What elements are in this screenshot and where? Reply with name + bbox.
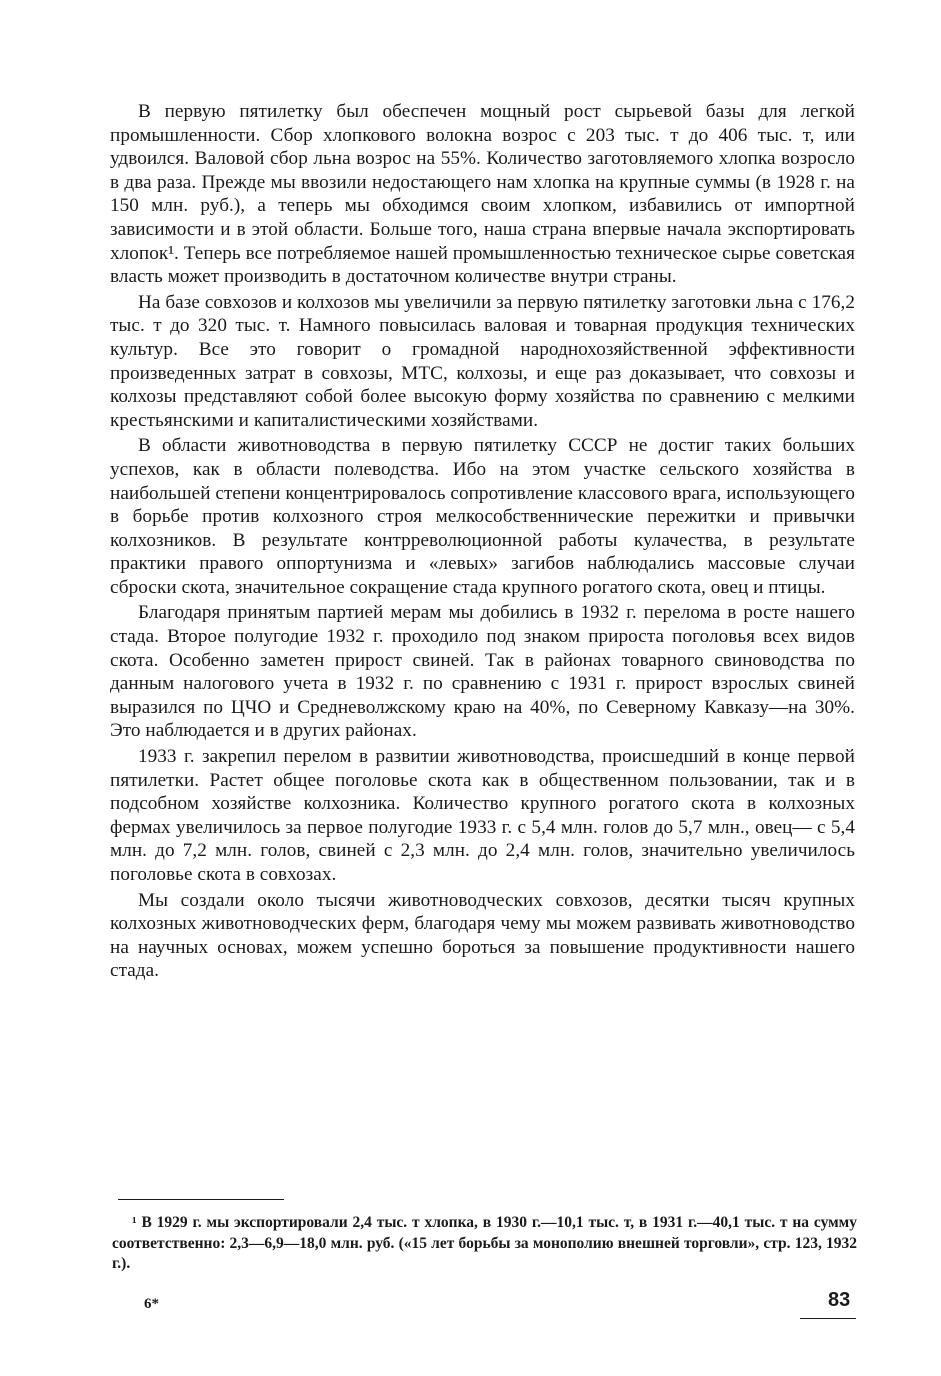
page-number: 83: [828, 1289, 851, 1311]
paragraph-livestock-turnaround: Благодаря принятым партией мерам мы добились в 1932 г. перелома в росте нашего стада. Второе полугодие 1932 г. проходило под знаком прироста поголовья всех видов скота. Особенно заметен прирост свиней. Так в районах товарного свиноводства по данным налогового учета в 1932 г. по сравнению с 1931 г. прирост взрослых свиней выразился по ЦЧО и Средневолжскому краю на 40%, по Северному Кавказу—на 30%. Это наблюдается и в других районах.: [110, 602, 855, 742]
paragraph-livestock-farms: Мы создали около тысячи животноводческих совхозов, десятки тысяч крупных колхозных животноводческих ферм, благодаря чему мы можем развивать животноводство на научных основах, можем успешно бороться за повышение продуктивности нашего стада.: [110, 889, 855, 982]
paragraph-raw-materials: В первую пятилетку был обеспечен мощный рост сырьевой базы для легкой промышленности. Сбор хлопкового волокна возрос с 203 тыс. т до 406 тыс. т, или удвоился. Валовой сбор льна возрос на 55%. Количество заготовляемого хлопка возросло в два раза. Прежде мы ввозили недостающего нам хлопка на крупные суммы (в 1928 г. на 150 млн. руб.), а теперь мы обходимся своим хлопком, избавились от импортной зависимости и в этой области. Больше того, наша страна впервые начала экспортировать хлопок¹. Теперь все потребляемое нашей промышленностью техническое сырье советская власть может производить в достаточном количестве внутри страны.: [110, 101, 855, 288]
paragraph-livestock-difficulties: В области животноводства в первую пятилетку СССР не достиг таких больших успехов, как в области полеводства. Ибо на этом участке сельского хозяйства в наибольшей степени концентрировалось сопротивление классового врага, использующего в борьбе против колхозного строя мелкособственнические пережитки и привычки колхозников. В результате контрреволюционной работы кулачества, в результате практики правого оппортунизма и «левых» загибов наблюдались массовые случаи сброски скота, значительное сокращение стада крупного рогатого скота, овец и птицы.: [110, 435, 855, 598]
paragraph-flax-harvest: На базе совхозов и колхозов мы увеличили за первую пятилетку заготовки льна с 176,2 тыс. т до 320 тыс. т. Намного повысилась валовая и товарная продукция технических культур. Все это говорит о громадной народнохозяйственной эффективности произведенных затрат в совхозы, МТС, колхозы, и еще раз доказывает, что совхозы и колхозы представляют собой более высокую форму хозяйства по сравнению с мелкими крестьянскими и капиталистическими хозяйствами.: [110, 291, 855, 431]
page-number-underline: [800, 1318, 856, 1319]
page-body: [110, 100, 855, 983]
footnote-divider: [118, 1199, 284, 1200]
printer-signature-mark: 6*: [144, 1296, 159, 1312]
paragraph-1933-growth: 1933 г. закрепил перелом в развитии животноводства, происшедший в конце первой пятилетки. Растет общее поголовье скота как в общественном пользовании, так и в подсобном хозяйстве колхозника. Количество крупного рогатого скота в колхозных фермах увеличилось за первое полугодие 1933 г. с 5,4 млн. голов до 5,7 млн., овец— с 5,4 млн. до 7,2 млн. голов, свиней с 2,3 млн. до 2,4 млн. голов, значительно увеличилось поголовье скота в совхозах.: [110, 746, 855, 885]
footnote: ¹ В 1929 г. мы экспортировали 2,4 тыс. т хлопка, в 1930 г.—10,1 тыс. т, в 1931 г.—40,1 тыс. т на сумму соответственно: 2,3—6,9—18,0 млн. руб. («15 лет борьбы за монополию внешней торговли», стр. 123, 1932 г.).: [112, 1214, 857, 1272]
